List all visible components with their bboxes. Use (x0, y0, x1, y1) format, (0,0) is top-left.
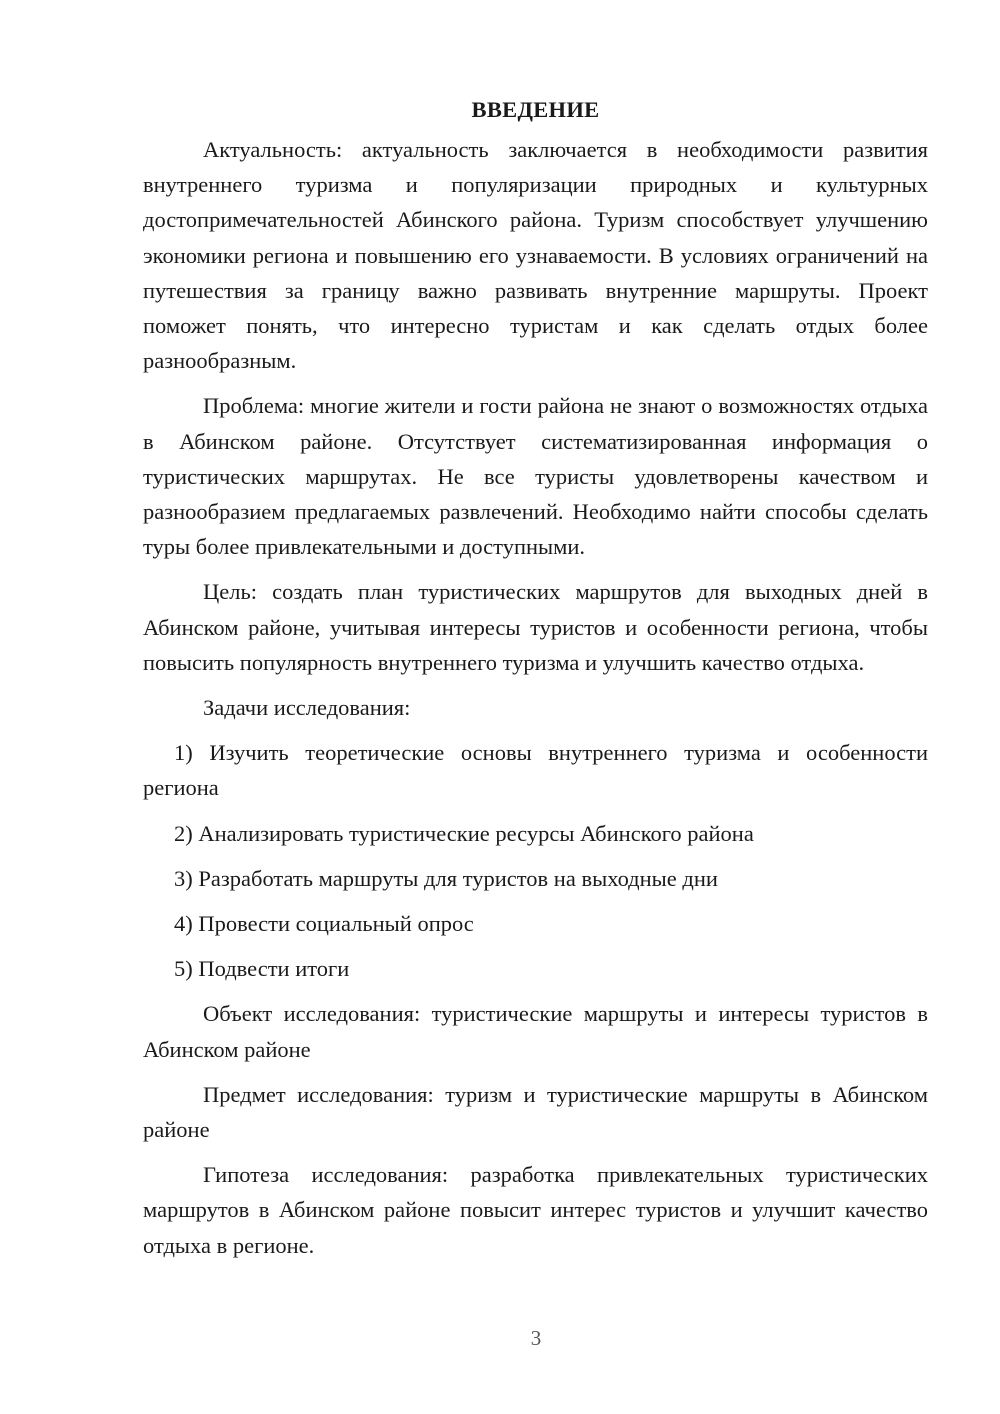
list-item: 1) Изучить теоретические основы внутреннего туризма и особенности региона (143, 740, 928, 801)
list-item: 4) Провести социальный опрос (174, 911, 474, 937)
tasks-list (143, 735, 928, 986)
document-page (143, 88, 928, 1273)
tasks-heading: Задачи исследования: (203, 695, 411, 721)
paragraph-subject: Предмет исследования: туризм и туристические маршруты в Абинском районе (143, 1081, 928, 1143)
paragraph-object: Объект исследования: туристические маршруты и интересы туристов в Абинском районе (143, 1001, 928, 1062)
page-title: ВВЕДЕНИЕ (471, 97, 600, 122)
page-number: 3 (530, 1326, 542, 1350)
paragraph-problem: Проблема: многие жители и гости района не знают о возможностях отдыха в Абинском районе. Отсутствует систематизированная информация о туристических маршрутах. Не все туристы удовлетворены качеством и разнообразием предлагаемых развлечений. Необходимо найти способы сделать туры более привлекательными и доступными. (143, 393, 928, 560)
list-item: 5) Подвести итоги (174, 956, 350, 982)
paragraph-hypothesis: Гипотеза исследования: разработка привлекательных туристических маршрутов в Абинском районе повысит интерес туристов и улучшит качество отдыха в регионе. (143, 1162, 928, 1258)
list-item: 2) Анализировать туристические ресурсы Абинского района (174, 820, 754, 846)
list-item: 3) Разработать маршруты для туристов на выходные дни (174, 865, 718, 891)
paragraph-relevance: Актуальность: актуальность заключается в необходимости развития внутреннего туризма и популяризации природных и культурных достопримечательностей Абинского района. Туризм способствует улучшению экономики региона и повышению его узнаваемости. В условиях ограничений на путешествия за границу важно развивать внутренние маршруты. Проект поможет понять, что интересно туристам и как сделать отдых более разнообразным. (143, 137, 928, 374)
paragraph-goal: Цель: создать план туристических маршрутов для выходных дней в Абинском районе, учитывая интересы туристов и особенности региона, чтобы повысить популярность внутреннего туризма и улучшить качество отдыха. (143, 579, 928, 675)
